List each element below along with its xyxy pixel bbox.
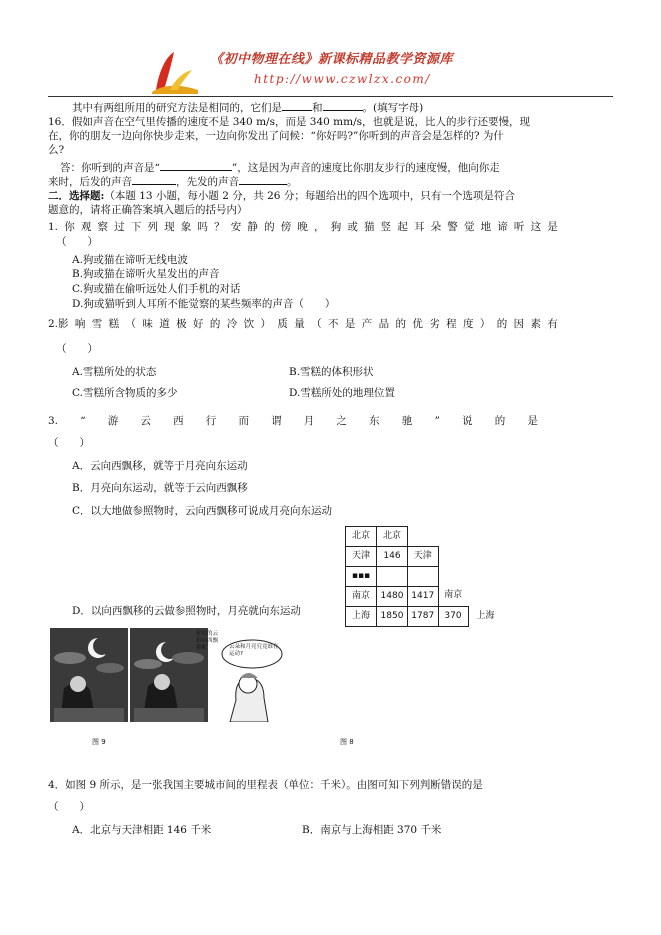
stem-char: 雪	[91, 318, 103, 330]
stem-char: 1.	[48, 221, 59, 233]
stem-char: 觉	[463, 221, 475, 233]
q2-stem	[48, 318, 558, 332]
q2-option-a: A.雪糕所处的状态	[72, 366, 157, 378]
stem-char: 谓	[271, 415, 282, 427]
stem-char: 警	[447, 221, 458, 233]
stem-char: “	[80, 415, 86, 427]
stem-char: 云	[140, 415, 151, 427]
q2-paren: （ ）	[56, 343, 98, 355]
czwlzx-logo-icon	[150, 50, 200, 94]
stem-char: 谛	[497, 221, 508, 233]
stem-char: 东	[369, 415, 380, 427]
q15-tail: 其中有两组所用的研究方法是相同的，它们是 和 。(填写字母)	[72, 99, 423, 116]
q16-line-3: 么?	[48, 144, 65, 156]
stem-char: 这	[530, 221, 542, 233]
stem-char: 饮	[243, 318, 255, 330]
speech-bubble-1: 你说的云彩向西飘移呢	[196, 631, 219, 652]
stem-char: 质	[277, 318, 288, 330]
q3-option-b: B．月亮向东运动，就等于云向西飘移	[72, 482, 248, 494]
stem-char: 象	[180, 221, 192, 233]
section-2-heading: 二．选择题:	[48, 190, 105, 202]
header-rule	[48, 96, 613, 97]
table-row: 天津 146 天津	[346, 547, 503, 567]
q16-answer-line-1: 答：你听到的声音是“ ”，这是因为声音的速度比你朋友步行的速度慢，他向你走	[60, 159, 500, 176]
stem-char: 安	[230, 221, 242, 233]
section-2-intro: 二．选择题:（本题 13 小题，每小题 2 分，共 26 分；每题给出的四个选项中，只有一个选项是符合	[48, 190, 515, 202]
table-row: ▪▪▪	[346, 567, 503, 587]
q1-stem	[48, 221, 558, 235]
section-2-intro-line-2: 题意的，请将正确答案填入题后的括号内）	[48, 204, 248, 216]
figure-caption-8: 图 8	[340, 738, 354, 746]
moon-and-clouds-illustration	[50, 628, 128, 722]
stem-char: 下	[130, 221, 142, 233]
stem-char: 的	[496, 318, 508, 330]
stem-char: 列	[147, 221, 158, 233]
q3-option-d: D．以向西飘移的云做参照物时，月亮就向东运动	[72, 605, 301, 617]
table-row: 南京 1480 1417 南京	[346, 587, 503, 607]
stem-char: 品	[378, 318, 390, 330]
stem-char: 糕	[108, 318, 120, 330]
blank	[282, 99, 312, 111]
stem-char: 量	[294, 318, 305, 330]
stem-char: 的	[209, 318, 221, 330]
stem-char: 西	[173, 415, 184, 427]
stem-char: 的	[494, 415, 506, 427]
blank	[323, 99, 363, 111]
table-row: 上海 1850 1787 370 上海	[346, 607, 503, 627]
stem-char: 起	[397, 221, 408, 233]
stem-char: 现	[164, 221, 175, 233]
q16-answer-line-2: 来时，后发的声音 ，先发的声音 。	[48, 173, 298, 190]
q3-paren: （ ）	[48, 437, 90, 449]
stem-char: ）	[260, 318, 272, 330]
q1-option-b: B.狗或猫在谛听火星发出的声音	[72, 268, 220, 280]
stem-char: 听	[513, 221, 525, 233]
q4-option-a: A．北京与天津相距 146 千米	[72, 824, 212, 836]
stem-char: 静	[247, 221, 258, 233]
stem-char: 是	[527, 415, 538, 427]
stem-char: 的	[264, 221, 275, 233]
blank	[239, 173, 287, 185]
mileage-table	[345, 526, 503, 627]
stem-char: 是	[344, 318, 356, 330]
stem-char: 你	[64, 221, 75, 233]
q1-option-d: D.狗或猫听到人耳所不能觉察的某些频率的声音（ ）	[72, 298, 336, 310]
stem-char: 因	[513, 318, 525, 330]
q2-option-d: D.雪糕所处的地理位置	[289, 387, 395, 399]
stem-char: 竖	[380, 221, 392, 233]
cartoon-panel-1	[50, 628, 128, 722]
stem-char: 程	[446, 318, 457, 330]
q4-stem: 4．如图 9 所示，是一张我国主要城市间的里程表（单位：千米）。由图可知下列判断错误的是	[48, 779, 483, 791]
stem-char: 优	[412, 318, 423, 330]
stem-char: （	[311, 318, 322, 330]
q4-option-b: B．南京与上海相距 370 千米	[302, 824, 442, 836]
stem-char: 察	[97, 221, 108, 233]
q4-paren: （ ）	[48, 801, 90, 813]
stem-char: 有	[547, 318, 558, 330]
stem-char: 劣	[429, 318, 440, 330]
stem-char: 驰	[401, 415, 413, 427]
stem-char: 观	[80, 221, 92, 233]
stem-char: 猫	[364, 221, 375, 233]
q16-line-1: 16．假如声音在空气里传播的速度不是 340 m/s，而是 340 mm/s，也就是说，比人的步行还要慢，现	[48, 116, 531, 128]
stem-char: 吗	[197, 221, 208, 233]
stem-char: 2.影	[48, 318, 69, 330]
stem-char: 狗	[330, 221, 342, 233]
stem-char: 月	[303, 415, 315, 427]
stem-char: ）	[479, 318, 491, 330]
stem-char: 是	[547, 221, 558, 233]
thinking-character-illustration	[212, 628, 287, 722]
figure-caption-9: 图 9	[92, 738, 106, 746]
stem-char: 道	[159, 318, 170, 330]
brand-url: http://www.czwlzx.com/	[254, 72, 431, 86]
speech-bubble-2: 云朵和月亮究竟谁在运动?	[229, 644, 279, 658]
stem-char: 不	[328, 318, 339, 330]
stem-char: 之	[336, 415, 347, 427]
blank	[132, 173, 176, 185]
stem-char: 耳	[413, 221, 425, 233]
stem-char: 味	[142, 318, 153, 330]
stem-char: ”	[434, 415, 440, 427]
q16-line-2: 在，你的朋友一边向你快步走来，一边向你发出了问候：“你好吗?”你听到的声音会是怎样的? 为什	[48, 130, 504, 142]
q1-option-a: A.狗或猫在谛听无线电波	[72, 254, 188, 266]
brand-title: 《初中物理在线》新课标精品教学资源库	[210, 52, 454, 67]
stem-char: ？	[214, 221, 225, 233]
stem-char: 朵	[430, 221, 442, 233]
q3-stem	[48, 415, 538, 429]
stem-char: 游	[107, 415, 119, 427]
stem-char: 过	[114, 221, 125, 233]
q3-option-a: A．云向西飘移，就等于月亮向东运动	[72, 460, 248, 472]
stem-char: 晚	[297, 221, 308, 233]
stem-char: 好	[193, 318, 204, 330]
table-row: 北京 北京	[346, 527, 503, 547]
stem-char: ，	[314, 221, 325, 233]
blank	[160, 159, 232, 171]
q2-option-c: C.雪糕所含物质的多少	[72, 387, 178, 399]
q1-option-c: C.狗或猫在偷听远处人们手机的对话	[72, 283, 241, 295]
q3-option-c: C．以大地做参照物时，云向西飘移可说成月亮向东运动	[72, 505, 333, 517]
stem-char: 产	[361, 318, 373, 330]
stem-char: 响	[74, 318, 86, 330]
stem-char: 行	[205, 415, 217, 427]
q1-paren: （ ）	[56, 236, 98, 248]
stem-char: 冷	[226, 318, 238, 330]
stem-char: 极	[176, 318, 187, 330]
q2-option-b: B.雪糕的体积形状	[289, 366, 374, 378]
stem-char: 而	[238, 415, 249, 427]
stem-char: 的	[395, 318, 407, 330]
stem-char: 素	[530, 318, 542, 330]
stem-char: 或	[347, 221, 358, 233]
stem-char: 度	[463, 318, 474, 330]
stem-char: 说	[462, 415, 473, 427]
stem-char: 傍	[280, 221, 292, 233]
stem-char: 3.	[48, 415, 59, 427]
stem-char: 地	[480, 221, 492, 233]
stem-char: （	[125, 318, 137, 330]
